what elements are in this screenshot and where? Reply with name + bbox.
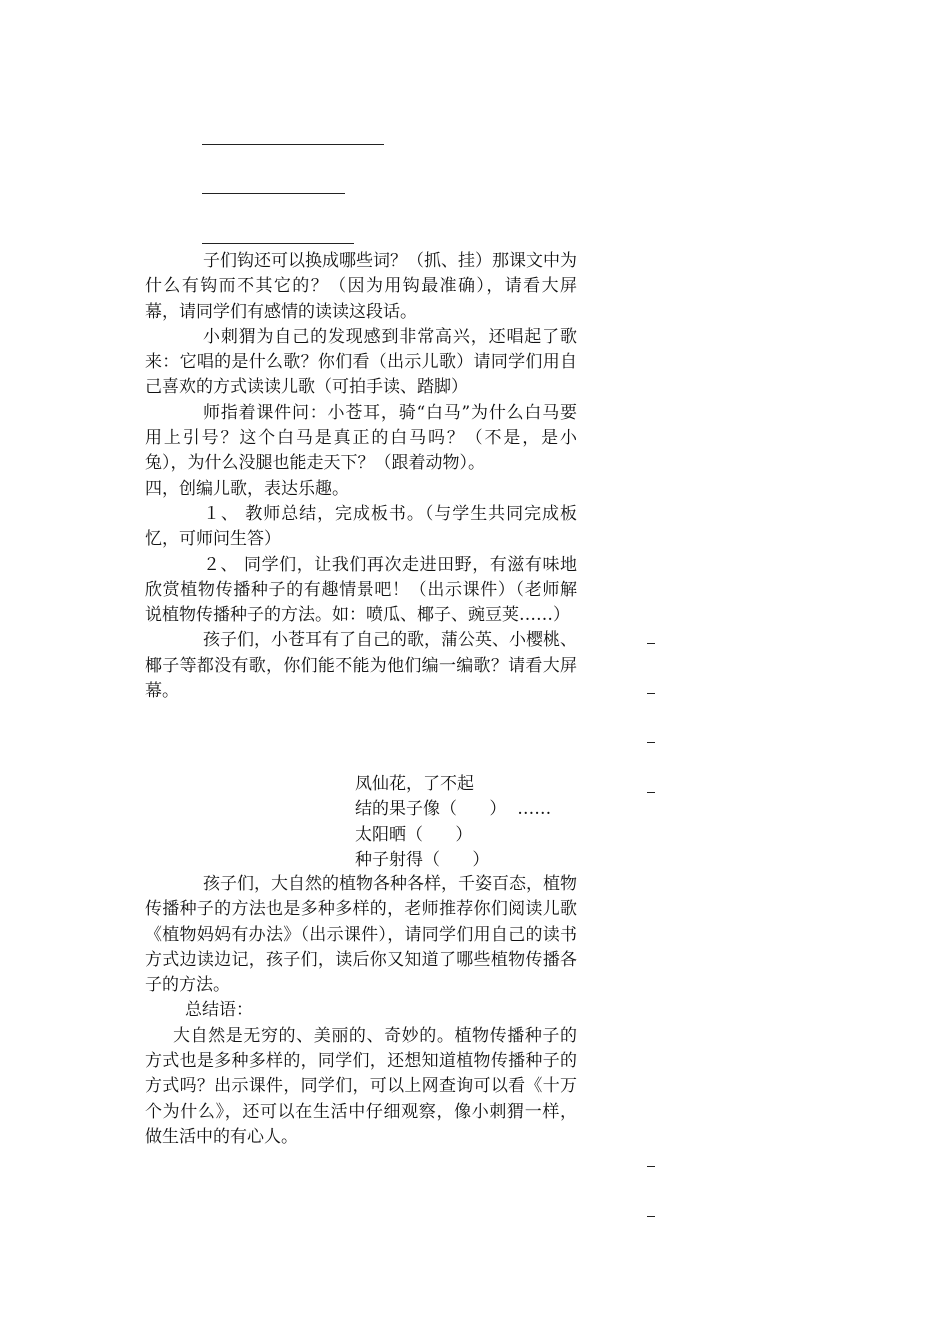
blank-line-3 — [202, 243, 354, 244]
paragraph-teacher-summary: １、 教师总结，完成板书。（与学生共同完成板忆，可师问生答） — [145, 503, 577, 550]
margin-mark — [647, 1216, 655, 1217]
margin-mark — [647, 792, 655, 793]
blank-line-2 — [202, 193, 345, 194]
poem-line-3: 太阳晒（ ） — [355, 824, 473, 845]
paragraph-compose-song: 孩子们，小苍耳有了自己的歌，蒲公英、小樱桃、椰子等都没有歌，你们能不能为他们编一编歌？请看大屏幕。 — [145, 630, 577, 702]
summary-label: 总结语： — [185, 1000, 253, 1021]
poem-line-2: 结的果子像（ ） …… — [355, 799, 552, 820]
paragraph-book-recommendation: 孩子们，大自然的植物各种各样，千姿百态，植物传播种子的方法也是多种多样的，老师推荐你们阅读儿歌《植物妈妈有办法》（出示课件），请同学们用自己的读书方式边读边记，孩子们，读后你又知道了哪些植物传播各子的方法。 — [145, 874, 577, 996]
margin-mark — [647, 1166, 655, 1167]
margin-mark — [647, 742, 655, 743]
section-heading-four: 四，创编儿歌，表达乐趣。 — [145, 478, 349, 499]
margin-mark — [647, 693, 655, 694]
lesson-text-lower — [145, 872, 577, 1150]
paragraph-summary: 大自然是无穷的、美丽的、奇妙的。植物传播种子的方式也是多种多样的，同学们，还想知道植物传播种子的方式吗？出示课件，同学们，可以上网查询可以看《十万个为什么》，还可以在生活中仔细观察，像小刺猬一样，做生活中的有心人。 — [145, 1025, 577, 1147]
paragraph-hook-words: 子们钩还可以换成哪些词？（抓、挂）那课文中为什么有钩而不其它的？（因为用钩最准确），请看大屏幕，请同学们有感情的读读这段话。 — [145, 251, 577, 322]
paragraph-hedgehog-song: 小刺猬为自己的发现感到非常高兴，还唱起了歌来：它唱的是什么歌？你们看（出示儿歌）请同学们用自己喜欢的方式读读儿歌（可拍手读、踏脚） — [145, 326, 577, 398]
poem-line-1: 凤仙花，了不起 — [355, 774, 474, 794]
paragraph-white-horse: 师指着课件问：小苍耳，骑“白马”为什么白马要用上引号？这个白马是真正的白马吗？（不是，是小兔），为什么没腿也能走天下？（跟着动物）。 — [145, 402, 577, 474]
paragraph-field-visit: ２、 同学们，让我们再次走进田野，有滋有味地欣赏植物传播种子的有趣情景吧！（出示课件）（老师解说植物传播种子的方法。如：喷瓜、椰子、豌豆荚……） — [145, 554, 577, 626]
poem-line-4: 种子射得（ ） — [355, 849, 490, 870]
lesson-text-upper — [145, 249, 577, 704]
blank-line-1 — [202, 144, 384, 145]
poem-block — [355, 772, 585, 873]
margin-mark — [647, 643, 655, 644]
